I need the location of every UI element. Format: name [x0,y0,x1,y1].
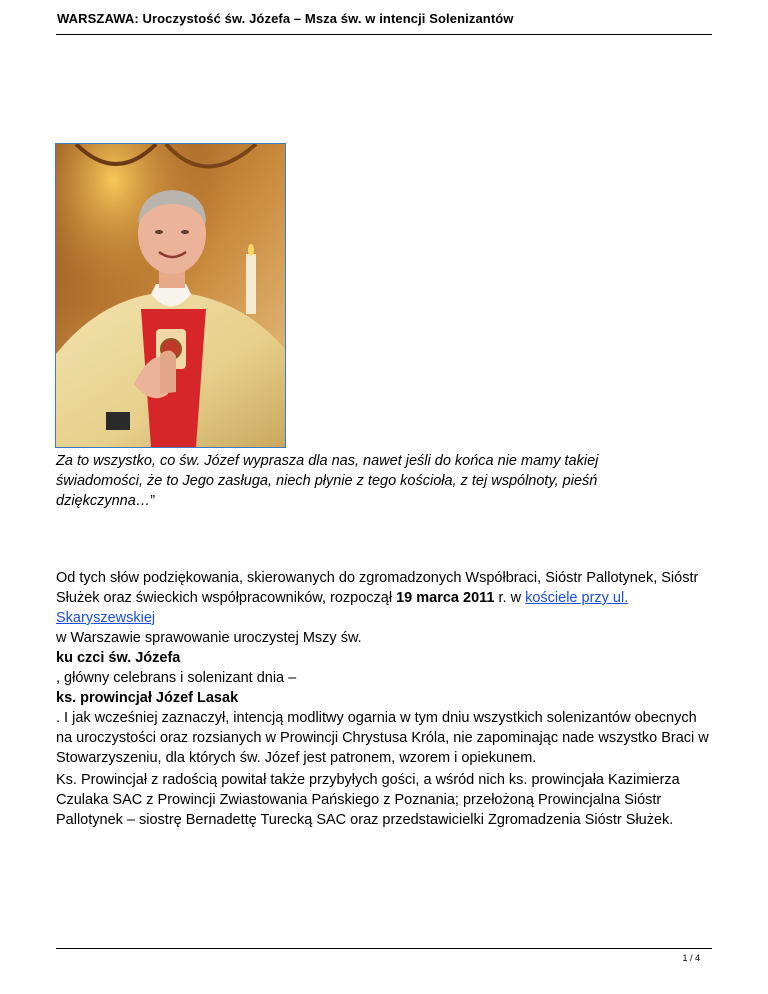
page-title: WARSZAWA: Uroczystość św. Józefa – Msza św. w intencji Solenizantów [57,11,514,26]
paragraph-1 [56,568,712,768]
paragraph-1-rest: . I jak wcześniej zaznaczył, intencją modlitwy ogarnia w tym dniu wszystkich solenizantów obecnych na uroczystości oraz rozsianych w Prowincji Chrystusa Króla, nie zapominając nade wszystko Braci w Stowarzyszeniu, dla których św. Józef jest patronem, wzorem i opiekunem. [56,710,709,766]
church-link[interactable]: kościele przy ul. Skaryszewskiej [56,590,629,626]
quote-closing-mark: ” [150,493,156,509]
footer-divider [56,948,712,949]
paragraph-1-line-after-link: w Warszawie sprawowanie uroczystej Mszy św. [56,630,362,646]
header-divider [56,34,712,35]
page-number: 1 / 4 [682,953,700,963]
celebrant-intro: , główny celebrans i solenizant dnia – [56,670,297,686]
paragraph-2-text: Ks. Prowincjał z radością powitał także przybyłych gości, a wśród nich ks. prowincjała Kazimierza Czulaka SAC z Prowincji Zwiastowania Pańskiego z Poznania; przełożoną Prowincjalna Sióstr Pallotynek – siostrę Bernadettę Turecką SAC oraz przedstawicielki Zgromadzenia Sióstr Służek. [56,772,680,828]
paragraph-2 [56,770,712,830]
event-date: 19 marca 2011 [396,590,495,606]
feast-name: ku czci św. Józefa [56,650,181,666]
quote-block [56,451,676,511]
priest-photo-illustration [56,144,285,447]
paragraph-1-after-date: r. w [494,590,526,606]
celebrant-name: ks. prowincjał Józef Lasak [56,690,239,706]
quote-text: Za to wszystko, co św. Józef wyprasza dla nas, nawet jeśli do końca nie mamy takiej świadomości, że to Jego zasługa, niech płynie z tego kościoła, z tej wspólnoty, pieśń dziękczynna… [56,453,599,509]
priest-photo [55,143,286,448]
paragraph-1-intro: Od tych słów podziękowania, skierowanych do zgromadzonych Współbraci, Sióstr Pallotynek, Sióstr Służek oraz świeckich współpracowników, rozpoczął [56,570,699,606]
